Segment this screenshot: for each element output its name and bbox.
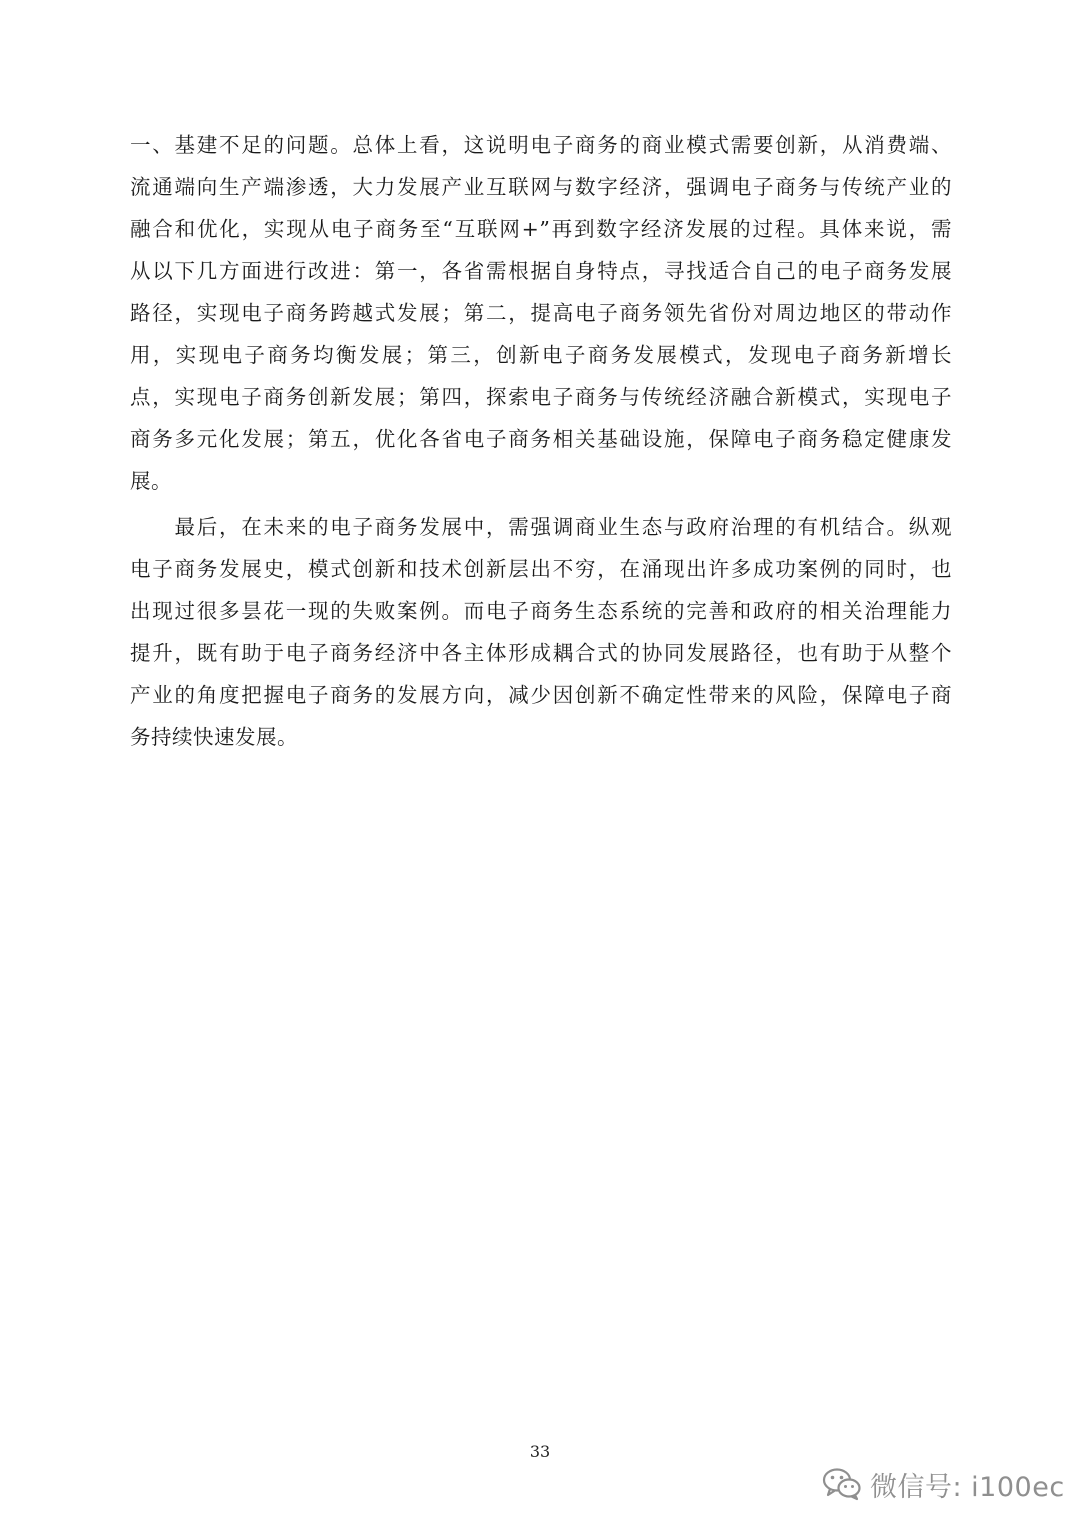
wechat-watermark: [822, 1462, 1065, 1506]
text-line: 融合和优化，实现从电子商务至“互联网+”再到数字经济发展的过程。具体来说，需: [130, 217, 952, 241]
text-line: 点，实现电子商务创新发展；第四，探索电子商务与传统经济融合新模式，实现电子: [130, 385, 952, 409]
text-line: 用，实现电子商务均衡发展；第三，创新电子商务发展模式，发现电子商务新增长: [130, 343, 952, 367]
text-line: 提升，既有助于电子商务经济中各主体形成耦合式的协同发展路径，也有助于从整个: [130, 641, 952, 665]
paragraph-2: [130, 506, 952, 758]
watermark-text: 微信号: i100ec: [870, 1471, 1065, 1503]
paragraph-1: [130, 124, 952, 502]
text-line: 出现过很多昙花一现的失败案例。而电子商务生态系统的完善和政府的相关治理能力: [130, 599, 952, 623]
text-line: 产业的角度把握电子商务的发展方向，减少因创新不确定性带来的风险，保障电子商: [130, 683, 952, 707]
wechat-icon: [822, 1467, 862, 1501]
text-line: 一、基建不足的问题。总体上看，这说明电子商务的商业模式需要创新，从消费端、: [130, 133, 952, 157]
text-line: 最后，在未来的电子商务发展中，需强调商业生态与政府治理的有机结合。纵观: [130, 515, 952, 539]
text-line: 流通端向生产端渗透，大力发展产业互联网与数字经济，强调电子商务与传统产业的: [130, 175, 952, 199]
text-line: 电子商务发展史，模式创新和技术创新层出不穷，在涌现出许多成功案例的同时，也: [130, 557, 952, 581]
text-line: 从以下几方面进行改进：第一，各省需根据自身特点，寻找适合自己的电子商务发展: [130, 259, 952, 283]
page-number: 33: [529, 1442, 551, 1461]
text-line: 展。: [130, 469, 172, 493]
text-line: 务持续快速发展。: [130, 725, 298, 749]
text-line: 商务多元化发展；第五，优化各省电子商务相关基础设施，保障电子商务稳定健康发: [130, 427, 952, 451]
text-line: 路径，实现电子商务跨越式发展；第二，提高电子商务领先省份对周边地区的带动作: [130, 301, 952, 325]
